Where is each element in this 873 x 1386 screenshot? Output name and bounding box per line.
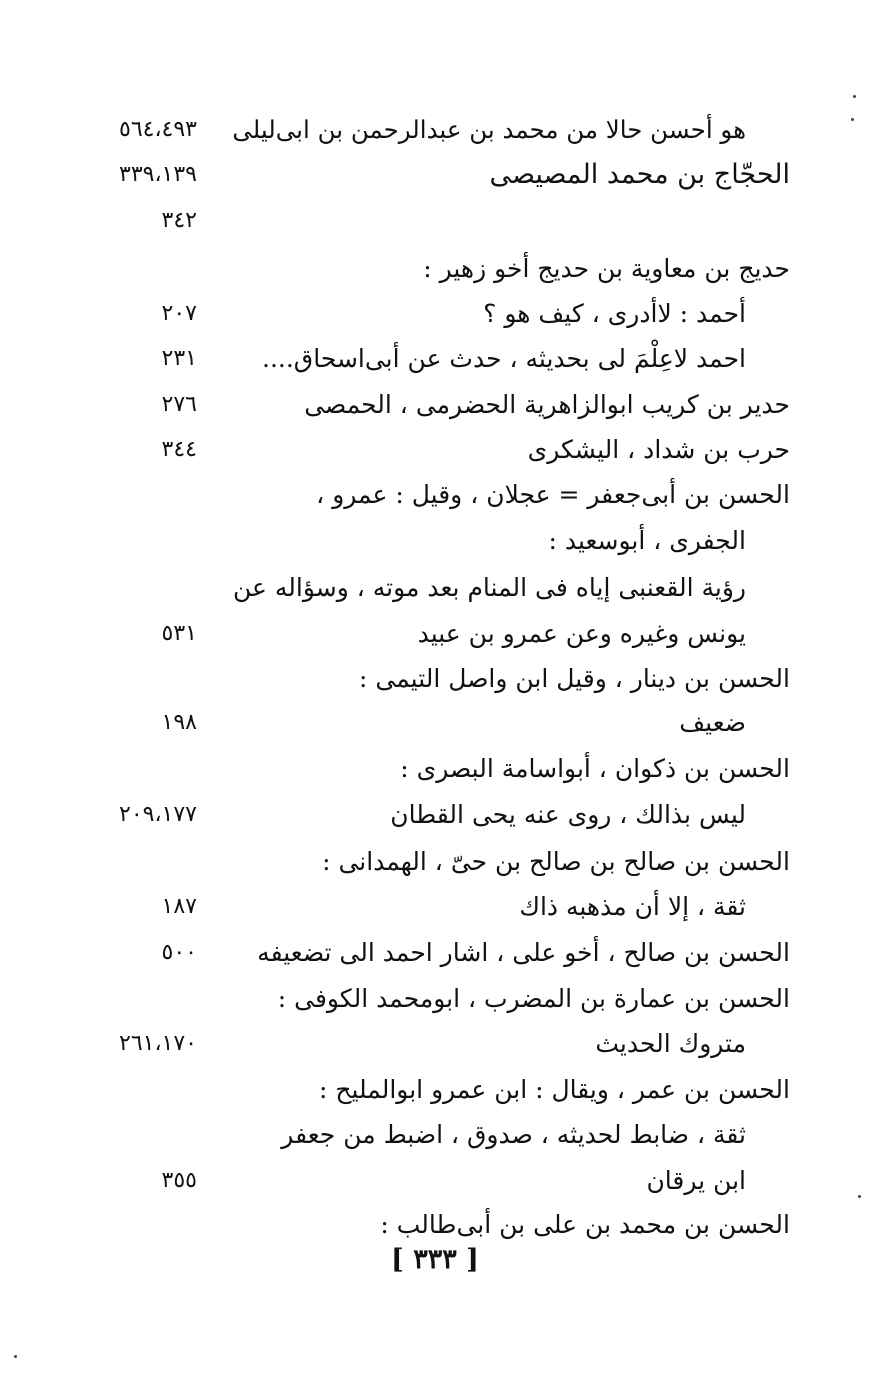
index-entry: [90, 976, 790, 1022]
entry-text: الحسن بن محمد بن على بن أبى‌طالب :: [380, 1210, 790, 1239]
index-entry: [90, 884, 790, 930]
entry-page-refs: ٢٣١: [161, 346, 197, 371]
entry-text: الحسن بن صالح بن صالح بن حىّ ، الهمدانى :: [322, 847, 790, 876]
index-entry: [90, 246, 790, 292]
entry-text: الحسن بن ذكوان ، أبواسامة البصرى :: [400, 754, 790, 783]
scan-speck: [14, 1355, 17, 1358]
entry-text: رؤية القعنبى إياه فى المنام بعد موته ، وسؤاله عن: [232, 573, 746, 602]
entry-text: الحسن بن دينار ، وقيل ابن واصل التيمى :: [359, 664, 790, 693]
index-entry: [90, 746, 790, 792]
entry-text: أحمد : لاأدرى ، كيف هو ؟: [483, 299, 746, 328]
index-entry: [90, 1112, 790, 1158]
entry-text: ضعيف: [679, 708, 746, 737]
entry-page-refs: ٣٤٤: [161, 437, 197, 462]
index-entry: [90, 792, 790, 838]
index-entry: [90, 291, 790, 337]
index-entry: [90, 930, 790, 976]
entry-text: يونس وغيره وعن عمرو بن عبيد: [417, 619, 746, 648]
entry-text: ليس بذالك ، روى عنه يحى القطان: [390, 800, 746, 829]
entry-page-refs: ٥٦٤،٤٩٣: [119, 117, 197, 142]
entry-page-refs: ٢٠٩،١٧٧: [119, 802, 197, 827]
entry-text: ثقة ، إلا أن مذهبه ذاك: [519, 892, 746, 921]
entry-text: الحجّاج بن محمد المصيصى: [489, 159, 790, 190]
index-entry: [90, 1067, 790, 1113]
entry-page-refs: ٣٣٩،١٣٩: [119, 162, 197, 187]
entry-page-refs: ٥٠٠: [161, 940, 197, 965]
entry-page-refs: ٢٠٧: [161, 301, 197, 326]
entry-page-refs: ١٩٨: [161, 710, 197, 735]
index-entry: [90, 1202, 790, 1248]
entry-text: ابن يرقان: [646, 1166, 746, 1195]
scan-speck: [851, 118, 854, 121]
entry-text: متروك الحديث: [595, 1029, 746, 1058]
entry-page-refs: ٢٧٦: [161, 392, 197, 417]
scan-speck: [858, 1195, 861, 1198]
index-entry: [90, 565, 790, 611]
entry-text: الحسن بن أبى‌جعفر = عجلان ، وقيل : عمرو ،: [316, 480, 790, 509]
entry-text: الحسن بن عمر ، ويقال : ابن عمرو ابوالمليح :: [318, 1075, 790, 1104]
entry-text: الجفرى ، أبوسعيد :: [548, 526, 746, 555]
entry-text: حدير بن كريب ابوالزاهرية الحضرمى ، الحمصى: [304, 390, 790, 419]
entry-text: حديج بن معاوية بن حديج أخو زهير :: [423, 254, 790, 283]
index-entry: [90, 107, 790, 153]
index-entry: [90, 1021, 790, 1067]
entry-text: حرب بن شداد ، اليشكرى: [527, 435, 790, 464]
index-entry: [90, 839, 790, 885]
entry-text: احمد لاعِلْمَ لى بحديثه ، حدث عن أبى‌اسحاق....: [262, 344, 746, 373]
entry-text: الحسن بن صالح ، أخو على ، اشار احمد الى تضعيفه: [257, 938, 790, 967]
entry-text: الحسن بن عمارة بن المضرب ، ابومحمد الكوفى :: [277, 984, 790, 1013]
entry-page-refs: ٣٤٢: [161, 208, 197, 233]
entry-page-refs: ٥٣١: [161, 621, 197, 646]
index-entry: [90, 1158, 790, 1204]
page-number: [ ٣٣٣ ]: [391, 1244, 479, 1275]
entry-page-refs: ٣٥٥: [161, 1168, 197, 1193]
entry-page-refs: ٢٦١،١٧٠: [119, 1031, 197, 1056]
index-entry: [90, 382, 790, 428]
index-entry: [90, 656, 790, 702]
index-entry: [90, 611, 790, 657]
index-entry: [90, 198, 790, 244]
index-entry: [90, 700, 790, 746]
entry-text: ثقة ، ضابط لحديثه ، صدوق ، اضبط من جعفر: [281, 1120, 746, 1149]
entry-page-refs: ١٨٧: [161, 894, 197, 919]
index-entry: [90, 518, 790, 564]
entry-text: هو أحسن حالا من محمد بن عبدالرحمن بن ابى‌ليلى: [232, 115, 746, 144]
index-entry: [90, 152, 790, 198]
scan-speck: [853, 95, 856, 98]
index-entry: [90, 427, 790, 473]
index-entry: [90, 336, 790, 382]
index-entry: [90, 472, 790, 518]
